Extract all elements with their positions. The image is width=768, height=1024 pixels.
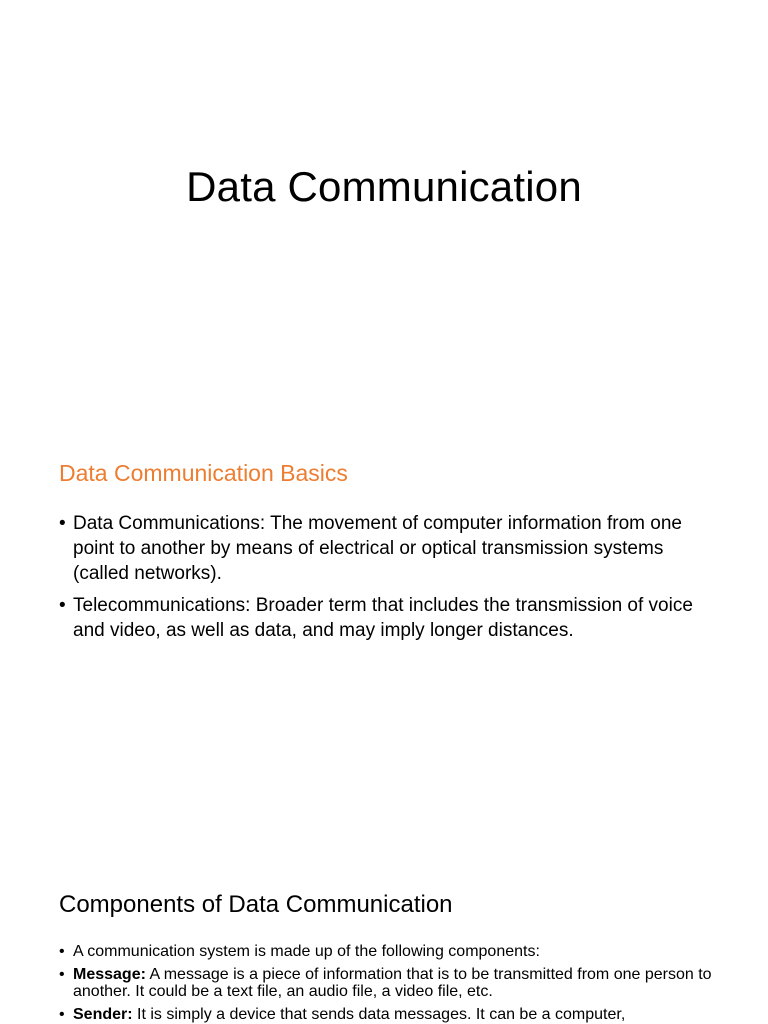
- bullet-dot-icon: •: [59, 1006, 65, 1023]
- list-item: [59, 966, 719, 1000]
- bullet-dot-icon: •: [59, 943, 65, 960]
- bullet-dot-icon: •: [59, 966, 65, 983]
- list-item: [59, 943, 719, 960]
- list-item: [59, 593, 719, 643]
- bullet-text: A communication system is made up of the following components:: [73, 943, 540, 960]
- slide-title: Data Communication: [186, 163, 582, 210]
- list-item: [59, 1006, 719, 1023]
- term-label: Sender:: [73, 1006, 133, 1023]
- bullet-dot-icon: •: [59, 513, 66, 534]
- bullet-text: Data Communications: The movement of computer information from one point to another by means of electrical or optical transmission systems (called networks).: [73, 513, 682, 584]
- term-description: It is simply a device that sends data messages. It can be a computer,: [132, 1006, 626, 1023]
- list-item: [59, 511, 719, 586]
- term-label: Message:: [73, 966, 146, 983]
- section-heading-basics: Data Communication Basics: [59, 460, 348, 486]
- bullet-text: Telecommunications: Broader term that includes the transmission of voice and video, as well as data, and may imply longer distances.: [73, 595, 693, 641]
- components-bullet-list: [59, 943, 719, 1024]
- bullet-dot-icon: •: [59, 595, 66, 616]
- basics-bullet-list: [59, 511, 719, 650]
- section-heading-components: Components of Data Communication: [59, 891, 453, 918]
- term-description: A message is a piece of information that is to be transmitted from one person to another. It could be a text file, an audio file, a video file, etc.: [73, 966, 712, 1000]
